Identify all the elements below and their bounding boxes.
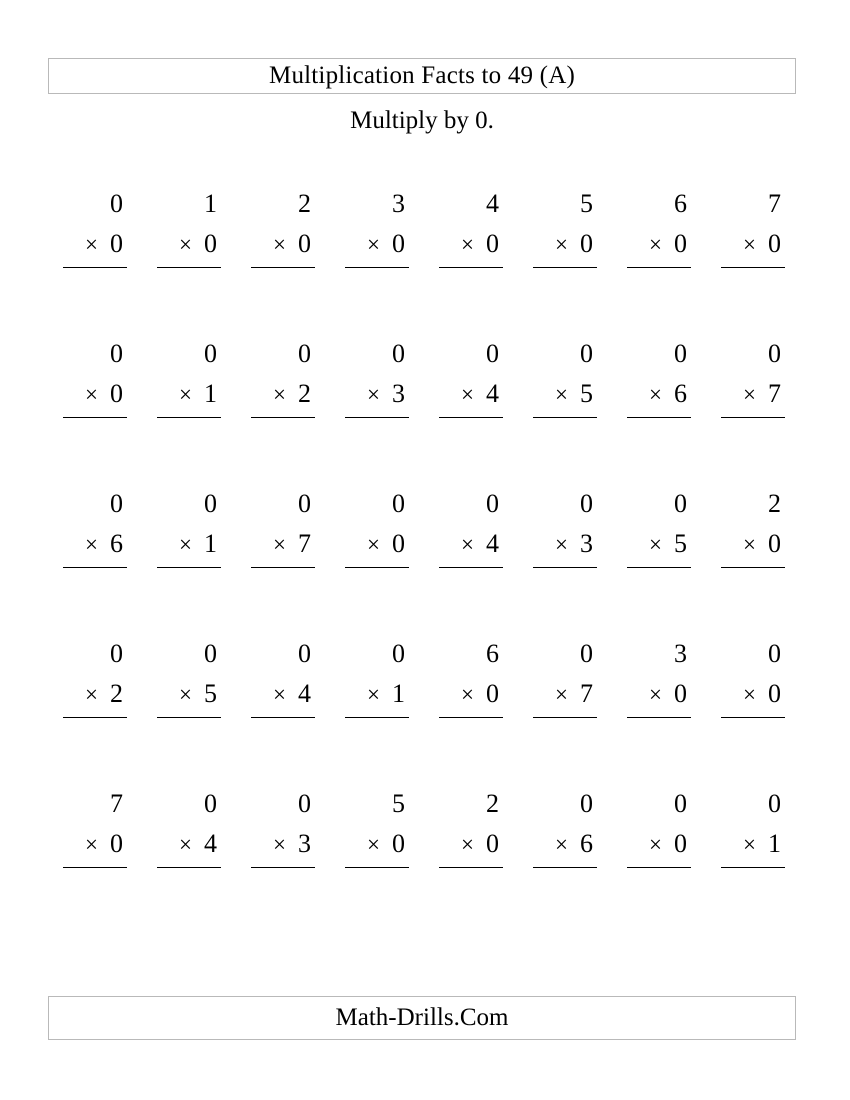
multiplier: 0: [580, 229, 593, 258]
multiplier-row: [63, 224, 127, 268]
multiplication-problem: [612, 770, 706, 920]
multiply-operator: ×: [273, 682, 286, 707]
multiplier-row: [251, 224, 315, 268]
multiplier: 6: [110, 529, 123, 558]
answer-blank[interactable]: [63, 268, 127, 302]
multiply-operator: ×: [85, 382, 98, 407]
multiplier: 4: [486, 529, 499, 558]
problem-stack: [63, 184, 127, 302]
multiplicand: 0: [298, 339, 311, 368]
multiplicand: 0: [580, 789, 593, 818]
answer-blank[interactable]: [721, 718, 785, 752]
multiplier: 3: [298, 829, 311, 858]
problem-stack: [63, 334, 127, 452]
multiplier: 0: [486, 829, 499, 858]
multiply-operator: ×: [85, 532, 98, 557]
multiplication-problem: [612, 620, 706, 770]
multiplicand: 0: [110, 489, 123, 518]
multiplier: 0: [768, 529, 781, 558]
problem-stack: [251, 184, 315, 302]
multiply-operator: ×: [367, 832, 380, 857]
multiply-operator: ×: [461, 382, 474, 407]
multiplicand: 6: [674, 189, 687, 218]
multiplication-problem: [236, 620, 330, 770]
answer-blank[interactable]: [533, 868, 597, 902]
multiplicand: 0: [298, 639, 311, 668]
problem-grid: [48, 170, 800, 920]
multiplication-problem: [424, 770, 518, 920]
answer-blank[interactable]: [721, 568, 785, 602]
multiply-operator: ×: [273, 382, 286, 407]
problem-stack: [63, 634, 127, 752]
multiply-operator: ×: [85, 232, 98, 257]
multiply-operator: ×: [179, 532, 192, 557]
multiplier-row: [533, 674, 597, 718]
multiplier: 0: [110, 379, 123, 408]
multiply-operator: ×: [273, 232, 286, 257]
answer-blank[interactable]: [251, 868, 315, 902]
problem-stack: [627, 184, 691, 302]
multiplicand: 0: [298, 489, 311, 518]
multiplicand: 3: [392, 189, 405, 218]
multiplicand: 2: [768, 489, 781, 518]
problem-stack: [721, 184, 785, 302]
multiplier-row: [157, 674, 221, 718]
multiplicand: 0: [768, 639, 781, 668]
multiply-operator: ×: [743, 532, 756, 557]
multiply-operator: ×: [367, 382, 380, 407]
multiplication-problem: [518, 470, 612, 620]
problem-stack: [533, 784, 597, 902]
multiplicand: 0: [674, 789, 687, 818]
multiplier-row: [627, 374, 691, 418]
multiplicand: 0: [486, 489, 499, 518]
multiply-operator: ×: [367, 682, 380, 707]
multiplier: 0: [674, 229, 687, 258]
answer-blank[interactable]: [533, 418, 597, 452]
multiplication-problem: [612, 470, 706, 620]
multiplier-row: [533, 524, 597, 568]
multiply-operator: ×: [743, 382, 756, 407]
answer-blank[interactable]: [63, 718, 127, 752]
multiply-operator: ×: [461, 532, 474, 557]
multiplier-row: [627, 224, 691, 268]
multiplier: 1: [768, 829, 781, 858]
multiplicand: 3: [674, 639, 687, 668]
answer-blank[interactable]: [721, 868, 785, 902]
multiply-operator: ×: [461, 832, 474, 857]
answer-blank[interactable]: [533, 718, 597, 752]
multiplier-row: [63, 674, 127, 718]
multiplier: 0: [486, 679, 499, 708]
problem-stack: [439, 784, 503, 902]
multiplicand: 0: [204, 489, 217, 518]
multiplier: 0: [768, 229, 781, 258]
multiplier-row: [157, 374, 221, 418]
multiplier-row: [627, 674, 691, 718]
page-title: Multiplication Facts to 49 (A): [269, 62, 575, 89]
multiplier-row: [627, 824, 691, 868]
multiplicand: 4: [486, 189, 499, 218]
answer-blank[interactable]: [439, 268, 503, 302]
answer-blank[interactable]: [439, 718, 503, 752]
multiplicand: 0: [110, 339, 123, 368]
multiplication-problem: [612, 320, 706, 470]
answer-blank[interactable]: [157, 418, 221, 452]
multiplicand: 7: [110, 789, 123, 818]
problem-stack: [721, 784, 785, 902]
multiplicand: 0: [110, 189, 123, 218]
multiplicand: 0: [298, 789, 311, 818]
answer-blank[interactable]: [439, 418, 503, 452]
multiplication-problem: [518, 770, 612, 920]
multiplier-row: [251, 824, 315, 868]
multiply-operator: ×: [179, 232, 192, 257]
multiplicand: 0: [674, 489, 687, 518]
problem-stack: [157, 784, 221, 902]
multiplication-problem: [424, 620, 518, 770]
multiplicand: 5: [580, 189, 593, 218]
multiply-operator: ×: [85, 682, 98, 707]
problem-stack: [533, 484, 597, 602]
multiplication-problem: [236, 470, 330, 620]
multiplicand: 0: [486, 339, 499, 368]
multiplier-row: [533, 374, 597, 418]
answer-blank[interactable]: [439, 868, 503, 902]
multiplier-row: [721, 224, 785, 268]
multiplication-problem: [236, 170, 330, 320]
multiplier-row: [721, 674, 785, 718]
problem-stack: [345, 184, 409, 302]
multiplication-problem: [48, 320, 142, 470]
multiplier-row: [63, 374, 127, 418]
multiplication-problem: [518, 320, 612, 470]
multiply-operator: ×: [649, 232, 662, 257]
multiply-operator: ×: [555, 532, 568, 557]
multiplication-problem: [706, 170, 800, 320]
multiplication-problem: [424, 320, 518, 470]
multiplier: 0: [110, 829, 123, 858]
multiplier-row: [345, 224, 409, 268]
multiply-operator: ×: [649, 682, 662, 707]
multiply-operator: ×: [555, 832, 568, 857]
multiplier: 6: [674, 379, 687, 408]
multiplication-problem: [706, 620, 800, 770]
multiplier: 0: [768, 679, 781, 708]
multiplier: 6: [580, 829, 593, 858]
multiplication-problem: [706, 470, 800, 620]
multiplication-problem: [48, 620, 142, 770]
multiplier: 0: [204, 229, 217, 258]
multiplicand: 1: [204, 189, 217, 218]
answer-blank[interactable]: [63, 568, 127, 602]
multiplicand: 6: [486, 639, 499, 668]
multiplicand: 2: [298, 189, 311, 218]
answer-blank[interactable]: [721, 418, 785, 452]
multiplication-problem: [48, 170, 142, 320]
answer-blank[interactable]: [627, 868, 691, 902]
multiplicand: 0: [110, 639, 123, 668]
multiplication-problem: [142, 470, 236, 620]
answer-blank[interactable]: [345, 418, 409, 452]
multiplier: 1: [204, 379, 217, 408]
multiplier: 7: [580, 679, 593, 708]
problem-stack: [345, 484, 409, 602]
multiplier-row: [345, 524, 409, 568]
multiply-operator: ×: [555, 232, 568, 257]
multiplier-row: [251, 674, 315, 718]
multiplier: 0: [392, 829, 405, 858]
answer-blank[interactable]: [345, 868, 409, 902]
multiply-operator: ×: [273, 532, 286, 557]
problem-stack: [721, 484, 785, 602]
answer-blank[interactable]: [157, 868, 221, 902]
answer-blank[interactable]: [721, 268, 785, 302]
multiplication-problem: [236, 770, 330, 920]
multiplication-problem: [142, 770, 236, 920]
multiplier: 4: [204, 829, 217, 858]
multiplier: 5: [580, 379, 593, 408]
multiply-operator: ×: [179, 682, 192, 707]
answer-blank[interactable]: [251, 718, 315, 752]
multiplier: 0: [392, 529, 405, 558]
multiplicand: 0: [674, 339, 687, 368]
multiplier-row: [627, 524, 691, 568]
multiplier-row: [345, 674, 409, 718]
multiplier: 2: [110, 679, 123, 708]
multiplier: 0: [674, 829, 687, 858]
answer-blank[interactable]: [63, 868, 127, 902]
multiplier-row: [63, 524, 127, 568]
multiplier: 3: [392, 379, 405, 408]
answer-blank[interactable]: [627, 268, 691, 302]
multiplier: 0: [486, 229, 499, 258]
multiplier-row: [533, 224, 597, 268]
answer-blank[interactable]: [533, 568, 597, 602]
problem-stack: [345, 634, 409, 752]
multiplicand: 0: [580, 339, 593, 368]
multiply-operator: ×: [273, 832, 286, 857]
problem-stack: [721, 634, 785, 752]
multiplier: 0: [674, 679, 687, 708]
problem-stack: [345, 334, 409, 452]
multiplier-row: [157, 224, 221, 268]
multiply-operator: ×: [649, 532, 662, 557]
problem-stack: [627, 784, 691, 902]
multiplication-problem: [706, 770, 800, 920]
multiplier-row: [533, 824, 597, 868]
problem-stack: [157, 634, 221, 752]
multiplicand: 0: [204, 789, 217, 818]
answer-blank[interactable]: [627, 568, 691, 602]
multiplicand: 0: [580, 639, 593, 668]
multiplier: 0: [110, 229, 123, 258]
multiplicand: 0: [580, 489, 593, 518]
multiplication-problem: [236, 320, 330, 470]
multiplication-problem: [518, 620, 612, 770]
multiplier: 3: [580, 529, 593, 558]
multiply-operator: ×: [743, 232, 756, 257]
answer-blank[interactable]: [157, 718, 221, 752]
problem-stack: [439, 634, 503, 752]
multiplication-problem: [330, 170, 424, 320]
multiplication-problem: [142, 170, 236, 320]
multiplication-problem: [424, 170, 518, 320]
answer-blank[interactable]: [157, 268, 221, 302]
multiplicand: 2: [486, 789, 499, 818]
multiplier-row: [721, 824, 785, 868]
problem-stack: [251, 784, 315, 902]
multiplier-row: [63, 824, 127, 868]
problem-stack: [439, 184, 503, 302]
multiplier: 4: [298, 679, 311, 708]
problem-stack: [721, 334, 785, 452]
problem-stack: [627, 334, 691, 452]
multiplier: 7: [298, 529, 311, 558]
multiplicand: 0: [768, 789, 781, 818]
answer-blank[interactable]: [157, 568, 221, 602]
answer-blank[interactable]: [533, 268, 597, 302]
multiplication-problem: [424, 470, 518, 620]
multiplier-row: [251, 374, 315, 418]
answer-blank[interactable]: [627, 718, 691, 752]
multiplication-problem: [48, 770, 142, 920]
multiplication-problem: [518, 170, 612, 320]
answer-blank[interactable]: [345, 268, 409, 302]
multiplication-problem: [612, 170, 706, 320]
answer-blank[interactable]: [345, 568, 409, 602]
multiplier-row: [439, 524, 503, 568]
multiplier: 2: [298, 379, 311, 408]
multiplicand: 0: [392, 339, 405, 368]
multiply-operator: ×: [367, 532, 380, 557]
multiplicand: 7: [768, 189, 781, 218]
multiplier: 0: [392, 229, 405, 258]
problem-stack: [627, 634, 691, 752]
multiply-operator: ×: [743, 832, 756, 857]
multiplier: 1: [392, 679, 405, 708]
answer-blank[interactable]: [627, 418, 691, 452]
multiplication-problem: [330, 470, 424, 620]
problem-stack: [251, 484, 315, 602]
multiply-operator: ×: [461, 682, 474, 707]
multiply-operator: ×: [649, 382, 662, 407]
multiply-operator: ×: [85, 832, 98, 857]
multiplication-problem: [706, 320, 800, 470]
multiply-operator: ×: [555, 382, 568, 407]
multiply-operator: ×: [649, 832, 662, 857]
multiplier-row: [157, 524, 221, 568]
answer-blank[interactable]: [439, 568, 503, 602]
multiplication-problem: [330, 620, 424, 770]
multiplier-row: [251, 524, 315, 568]
multiplier: 5: [204, 679, 217, 708]
problem-stack: [439, 334, 503, 452]
multiply-operator: ×: [555, 682, 568, 707]
problem-stack: [533, 334, 597, 452]
answer-blank[interactable]: [251, 268, 315, 302]
multiplicand: 5: [392, 789, 405, 818]
multiplier-row: [345, 824, 409, 868]
footer-label: Math-Drills.Com: [335, 1004, 509, 1031]
multiply-operator: ×: [367, 232, 380, 257]
multiplier: 5: [674, 529, 687, 558]
multiplier-row: [345, 374, 409, 418]
multiplier-row: [439, 674, 503, 718]
multiplier-row: [157, 824, 221, 868]
problem-stack: [345, 784, 409, 902]
multiplier: 7: [768, 379, 781, 408]
problem-stack: [251, 634, 315, 752]
multiplication-problem: [142, 620, 236, 770]
multiplicand: 0: [204, 339, 217, 368]
multiplicand: 0: [204, 639, 217, 668]
problem-stack: [251, 334, 315, 452]
multiply-operator: ×: [743, 682, 756, 707]
multiplier-row: [439, 224, 503, 268]
answer-blank[interactable]: [63, 418, 127, 452]
problem-stack: [533, 184, 597, 302]
multiplier: 0: [298, 229, 311, 258]
answer-blank[interactable]: [251, 418, 315, 452]
answer-blank[interactable]: [251, 568, 315, 602]
problem-stack: [627, 484, 691, 602]
multiplier-row: [439, 374, 503, 418]
multiplier: 1: [204, 529, 217, 558]
multiply-operator: ×: [179, 832, 192, 857]
answer-blank[interactable]: [345, 718, 409, 752]
multiplier-row: [721, 374, 785, 418]
multiplier-row: [721, 524, 785, 568]
problem-stack: [439, 484, 503, 602]
multiplication-problem: [48, 470, 142, 620]
problem-stack: [533, 634, 597, 752]
problem-stack: [157, 334, 221, 452]
multiplicand: 0: [768, 339, 781, 368]
problem-stack: [63, 784, 127, 902]
multiplicand: 0: [392, 489, 405, 518]
multiplier: 4: [486, 379, 499, 408]
page-subtitle: Multiply by 0.: [350, 107, 494, 134]
multiply-operator: ×: [461, 232, 474, 257]
multiplicand: 0: [392, 639, 405, 668]
multiply-operator: ×: [179, 382, 192, 407]
multiplication-problem: [330, 770, 424, 920]
problem-stack: [63, 484, 127, 602]
multiplier-row: [439, 824, 503, 868]
problem-stack: [157, 484, 221, 602]
multiplication-problem: [142, 320, 236, 470]
problem-stack: [157, 184, 221, 302]
multiplication-problem: [330, 320, 424, 470]
